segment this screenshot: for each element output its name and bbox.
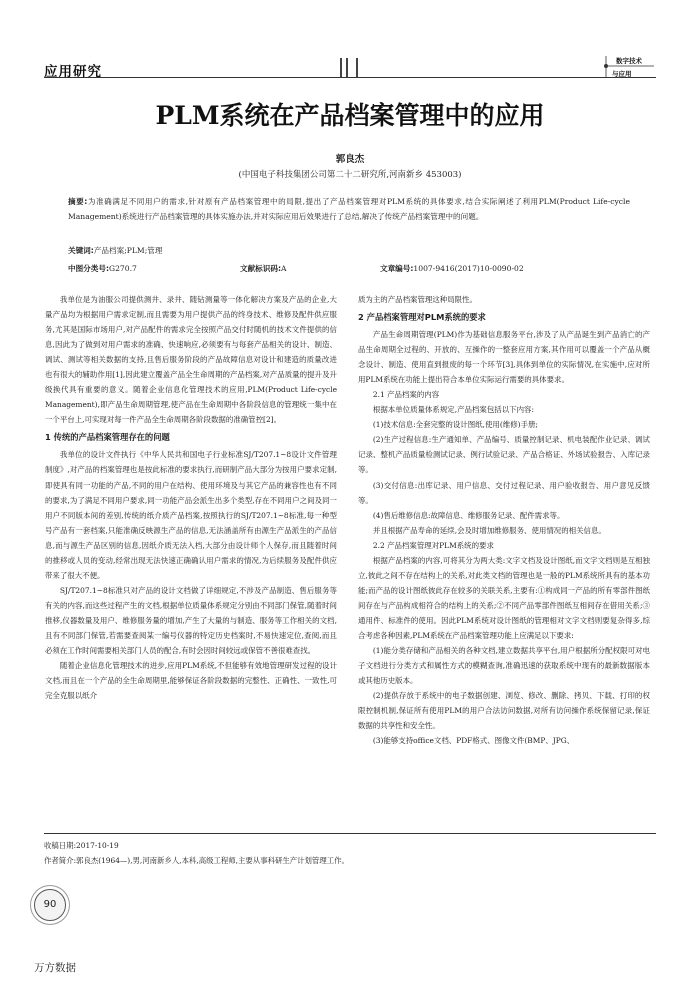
logo-text-bottom: 与应用 — [612, 70, 632, 78]
page-number: 90 — [43, 899, 57, 910]
received-date: 收稿日期:2017-10-19 — [44, 841, 119, 850]
section-heading-2: 2 产品档案管理对PLM系统的要求 — [358, 312, 486, 323]
body-paragraph: 随着企业信息化管理技术的进步,应用PLM系统,不但能够有效地管理研发过程的设计文档,而且在一个产品的全生命周期里,能够保证各阶段数据的完整性、正确性、一致性,可完全克服以纸介 — [45, 661, 337, 701]
keywords-label: 关键词: — [68, 246, 94, 255]
list-item: (3)能够支持office文档、PDF格式、图像文件(BMP、JPG、 — [372, 736, 575, 746]
keywords-text: 产品档案;PLM;管理 — [93, 246, 163, 255]
body-paragraph: 质为主的产品档案管理这种局限性。 — [358, 295, 477, 304]
abstract-text: 为准确满足不同用户的需求,针对原有产品档案管理中的局限,提出了产品档案管理对PLM系统的具体要求,结合实际阐述了利用PLM(Product Life-cycle Management)系统进行产品档案管理的具体实施办法,并对实际应用后效果进行了总结,解决了传统产品档案管理中的问题。 — [68, 197, 630, 221]
article-number: 文章编号:1007-9416(2017)10-0090-02 — [380, 264, 524, 273]
abstract — [68, 194, 630, 224]
abstract-label: 摘要: — [68, 197, 88, 206]
list-item: (2)提供存放于系统中的电子数据创建、浏览、修改、删除、拷贝、下载、打印的权限控制机制,保证所有使用PLM的用户合法访问数据,对所有访问操作系统保留记录,保证数据的共享性和安全性。 — [358, 691, 650, 731]
header-rule — [44, 77, 656, 78]
document-code: 文献标识码:A — [240, 264, 287, 273]
keywords — [68, 245, 162, 256]
section-label: 应用研究 — [44, 64, 102, 80]
body-paragraph: 并且根据产品寿命的延续,会及时增加维修服务、使用情况的相关信息。 — [372, 525, 606, 535]
body-paragraph: 产品生命周期管理(PLM)作为基础信息服务平台,涉及了从产品诞生到产品消亡的产品生命周期全过程的、开放的、互操作的一整套应用方案,其作用可以覆盖一个产品从概念设计、制造、使用直到报废的每一个环节[3],具体到单位的实际情况,在实施中,应对所用PLM系统在功能上提出符合本单位实际运行需要的具体要求。 — [358, 330, 650, 385]
logo-text-top: 数字技术 — [616, 57, 642, 65]
page-number-badge — [34, 889, 66, 921]
article-title: PLM系统在产品档案管理中的应用 — [155, 101, 545, 130]
clc-number: 中图分类号:G270.7 — [68, 264, 137, 273]
list-item: (3)交付信息:出库记录、用户信息、交付过程记录、用户验收报告、用户意见反馈等。 — [358, 480, 650, 505]
body-paragraph: 我单位的设计文件执行《中华人民共和国电子行业标准SJ/T207.1~8设计文件管理制度》,对产品的档案管理也是按此标准的要求执行,而研制产品大部分为按用户要求定制,即使具有同一功能的产品,不同的用户在结构、使用环境及与其它产品的兼容性也有不同的要求,为了满足不同用户要求,同一功能产品会派生出多个类型,存在不同用户之间及同一用户不同版本间的差别,传统的纸介质产品档案,按照执行的SJ/T207.1~8标准,每一种型号产品有一套档案,只能准确反映源生产品的信息,无法涵盖所有由源生产品派生的产品信息,而与源生产品区别的信息,因纸介质无法入档,大部分由设计师个人保存,而且随着时间的推移或人员的变动,经常出现无法快速正确确认用户需求的情况,为后续服务及配件供应带来了很大不便。 — [45, 450, 337, 580]
body-paragraph: 根据本单位质量体系规定,产品档案包括以下内容: — [372, 405, 534, 415]
body-paragraph: 我单位是为油服公司提供测井、录井、随钻测量等一体化解决方案及产品的企业,大量产品均为根据用户需求定制,而且需要为用户提供产品的终身技术、维修及配件供应服务,尤其是国际市场用户,对产品配件的需求完全按照产品交付时随机的技术文件提供的信息,因此为了做到对用户需求的准确、快速响应,必须要有与每套产品相关的设计、制造、调试、测试等相关数据的支持,且售后服务阶段的产品故障信息对设计和建造的质量改进也有很大的辅助作用[1],因此建立覆盖产品全生命周期的产品档案,对产品质量的提升及升级换代具有重要的意义。随着企业信息化管理技术的应用,PLM(Product Life-cycle Management),即产品生命周期管理,使产品在生命周期中各阶段信息的管理统一集中在一个平台上,可实现对每一件产品全生命周期各阶段数据的准确管控[2]。 — [45, 295, 337, 425]
left-column — [45, 292, 337, 703]
list-item: (2)生产过程信息:生产通知单、产品编号、质量控制记录、机电装配作业记录、调试记录、整机产品质量检测试记录、例行试验记录、产品合格证、外场试验报告、入库记录等。 — [358, 435, 650, 475]
list-item: (1)技术信息:全套完整的设计图纸,使用(维修)手册; — [372, 420, 538, 430]
list-item: (1)能分类存储和产品相关的各种文档,建立数据共享平台,用户根据所分配权限可对电子文档进行分类方式和属性方式的模糊查询,准确迅速的获取系统中现有的最新数据版本或其他历史版本。 — [358, 646, 650, 686]
right-column — [358, 292, 650, 748]
body-paragraph: 根据产品档案的内容,可将其分为两大类:文字文档及设计图纸,而文字文档则是互相独立,彼此之间不存在结构上的关系,对此类文档的管理也是一般的PLM系统所具有的基本功能;而产品的设计图纸彼此存在较多的关联关系,主要有:①构成同一产品的所有零部件图纸间存在与产品构成相符合的结构上的关系;②不同产品零部件图纸互相间存在借用关系;③通用件、标准件的使用。因此PLM系统对设计图纸的管理相对文字文档则要复杂得多,综合考虑各种因素,PLM系统在产品档案管理功能上应满足以下要求: — [358, 555, 650, 640]
subsection-heading-2-1: 2.1 产品档案的内容 — [372, 390, 440, 400]
author-name: 郭良杰 — [335, 154, 365, 165]
footer-rule — [44, 833, 656, 834]
author-bio: 作者简介:郭良杰(1964—),男,河南新乡人,本科,高级工程师,主要从事科研生产计划管理工作。 — [44, 856, 349, 865]
list-item: (4)售后维修信息:故障信息、维修服务记录、配件需求等。 — [372, 510, 565, 520]
body-paragraph: SJ/T207.1~8标准只对产品的设计文档做了详细规定,不涉及产品制造、售后服务等有关的内容,而这些过程产生的文档,根据单位质量体系规定分别由不同部门保管,随着时间推移,仪器数量及用户、维修服务量的增加,产生了大量的与制造、服务等工作相关的文档,且有不同部门保管,若需要查阅某一编号仪器的特定历史档案时,不易快速定位,查阅,而且必须在工作时间需要相关部门人员的配合,有时会因时间较远或保管不善很难查找。 — [45, 585, 337, 656]
header-bars-ornament — [338, 58, 362, 78]
author-affiliation: (中国电子科技集团公司第二十二研究所,河南新乡 453003) — [238, 170, 462, 180]
subsection-heading-2-2: 2.2 产品档案管理对PLM系统的要求 — [372, 540, 494, 550]
section-heading-1: 1 传统的产品档案管理存在的问题 — [45, 432, 170, 443]
brand-watermark: 万方数据 — [34, 962, 76, 974]
